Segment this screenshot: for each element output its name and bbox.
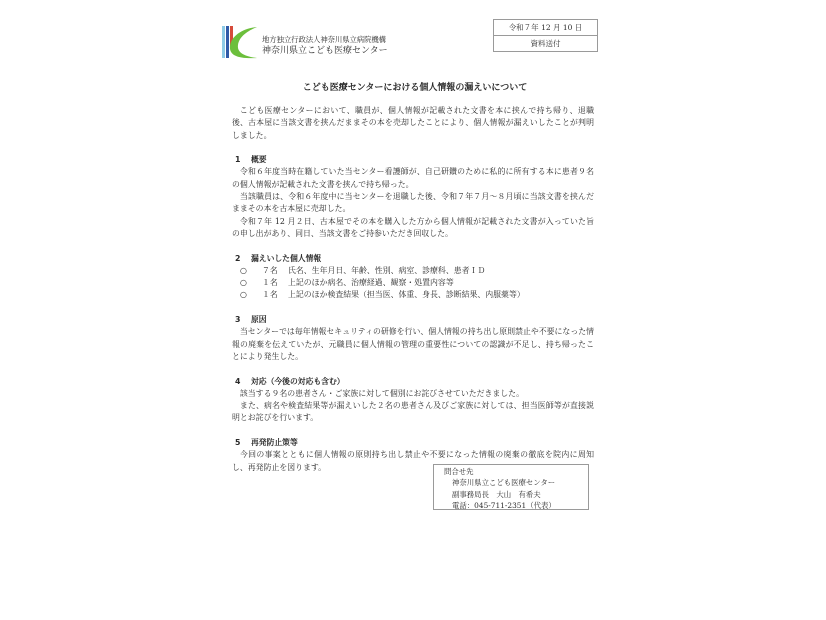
section-content xyxy=(232,166,594,240)
section-paragraph: 当センターでは毎年情報セキュリティの研修を行い、個人情報の持ち出し原則禁止や不要になった情報の廃棄を伝えていたが、元職員に個人情報の管理の重要性についての認識が不足し、持ち帰ったことにより発生した。 xyxy=(232,327,594,361)
section-paragraph: また、病名や検査結果等が漏えいした２名の患者さん及びご家族に対しては、担当医師等が直接説明とお詫びを行います。 xyxy=(232,401,594,423)
contact-heading: 問合せ先 xyxy=(444,467,474,476)
org-parent-name: 地方独立行政法人神奈川県立病院機構 xyxy=(262,35,386,44)
contact-info-box xyxy=(433,464,589,510)
circle-bullet-icon: ○ xyxy=(240,278,247,288)
section-heading xyxy=(232,253,594,265)
section-heading xyxy=(232,314,594,326)
intro-paragraph: こども医療センターにおいて、職員が、個人情報が記載された文書を本に挟んで持ち帰り、退職後、古本屋に当該文書を挟んだままその本を売却したことにより、個人情報が漏えいしたことが判明しました。 xyxy=(232,106,594,140)
patient-count: １名 xyxy=(262,290,278,300)
document-body xyxy=(232,105,594,474)
contact-phone: 電話：045-711-2351（代表） xyxy=(452,501,556,511)
section-cause xyxy=(232,314,594,363)
section-number: 5 xyxy=(235,438,241,448)
organization-logo-icon xyxy=(221,24,259,60)
org-center-name: 神奈川県立こども医療センター xyxy=(262,46,388,56)
circle-bullet-icon: ○ xyxy=(240,265,247,275)
section-number: 1 xyxy=(235,155,241,165)
section-title: 再発防止策等 xyxy=(251,438,298,448)
section-paragraph: 当該職員は、令和６年度中に当センターを退職した後、令和７年７月～８月頃に当該文書を挟んだままその本を古本屋に売却した。 xyxy=(232,192,594,214)
document-type-label: 資料送付 xyxy=(494,35,597,51)
section-paragraph: 該当する９名の患者さん・ご家族に対して個別にお詫びさせていただきました。 xyxy=(239,388,524,398)
info-description: 上記のほか病名、治療経過、観察・処置内容等 xyxy=(288,278,454,288)
section-title: 対応（今後の対応も含む） xyxy=(251,376,345,386)
organization-name xyxy=(262,34,388,57)
section-heading xyxy=(232,376,594,388)
document-title: こども医療センターにおける個人情報の漏えいについて xyxy=(302,83,528,93)
section-leaked-information xyxy=(232,253,594,302)
section-overview xyxy=(232,154,594,240)
section-number: 3 xyxy=(235,315,241,325)
section-paragraph: 今回の事案とともに個人情報の原則持ち出し禁止や不要になった情報の廃棄の徹底を院内に周知し、再発防止を図ります。 xyxy=(232,450,594,472)
section-title: 原因 xyxy=(251,315,267,325)
section-heading xyxy=(232,154,594,166)
info-description: 上記のほか検査結果（担当医、体重、身長、診断結果、内服薬等） xyxy=(288,290,525,300)
section-paragraph: 令和６年度当時在籍していた当センター看護師が、自己研鑽のために私的に所有する本に患者９名の個人情報が記載された文書を挟んで持ち帰った。 xyxy=(232,167,594,189)
leaked-info-list xyxy=(232,265,594,302)
patient-count: ７名 xyxy=(262,265,278,275)
section-number: 2 xyxy=(235,253,241,263)
document-date: 令和７年 12 月 10 日 xyxy=(508,23,583,32)
info-description: 氏名、生年月日、年齢、性別、病室、診療科、患者ＩＤ xyxy=(288,265,486,275)
section-heading xyxy=(232,437,594,449)
section-number: 4 xyxy=(235,376,241,386)
section-response xyxy=(232,376,594,425)
patient-count: １名 xyxy=(262,278,278,288)
section-content xyxy=(232,388,594,425)
contact-person: 副事務局長 大山 有希夫 xyxy=(452,489,541,499)
document-meta-box xyxy=(493,19,598,52)
list-item xyxy=(232,277,594,289)
circle-bullet-icon: ○ xyxy=(240,290,247,300)
section-paragraph: 令和７年 12 月２日、古本屋でその本を購入した方から個人情報が記載された文書が入っていた旨の申し出があり、同日、当該文書をご持参いただき回収した。 xyxy=(232,216,594,238)
list-item xyxy=(232,265,594,277)
section-title: 概要 xyxy=(251,155,267,165)
contact-organization: 神奈川県立こども医療センター xyxy=(452,478,556,488)
section-content xyxy=(232,326,594,363)
section-title: 漏えいした個人情報 xyxy=(251,253,322,263)
list-item xyxy=(232,289,594,301)
